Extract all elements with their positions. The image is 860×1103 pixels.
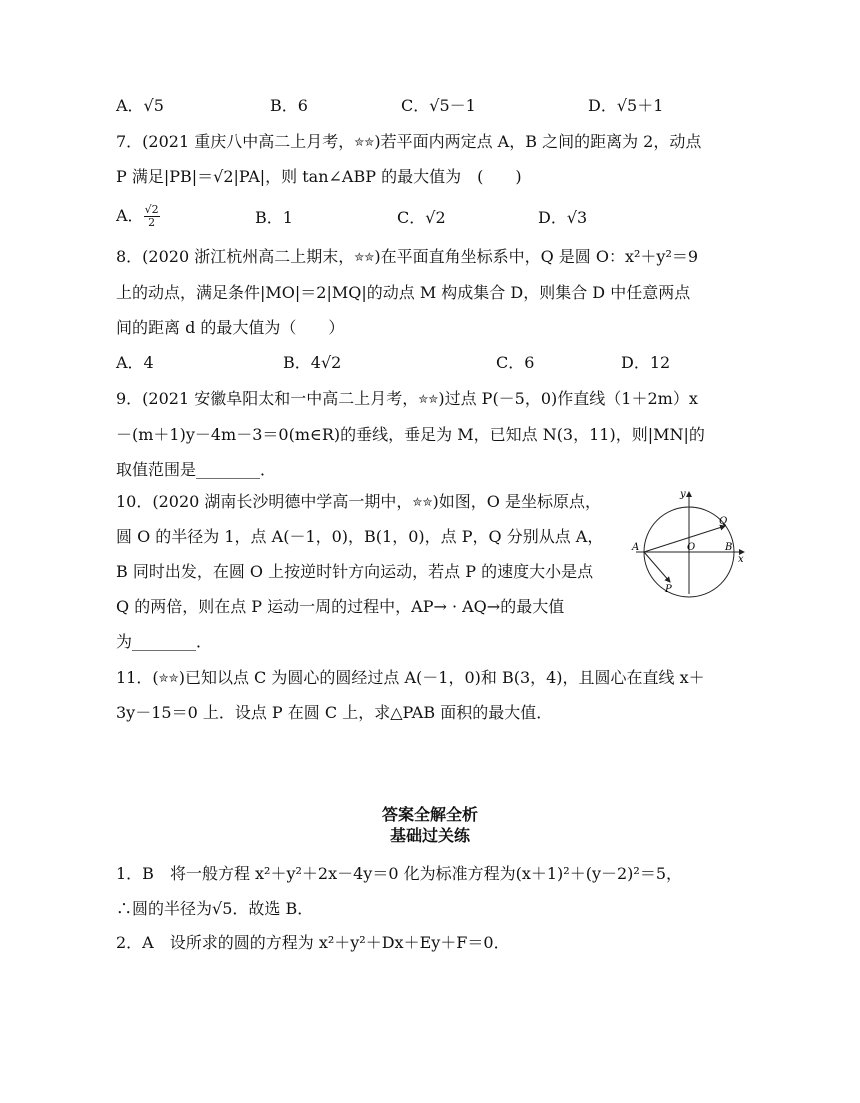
q8-option-c: C．6 — [496, 353, 535, 372]
label-q: Q — [719, 516, 728, 527]
answers-heading: 答案全解全析 — [381, 805, 478, 824]
q8-line2: 上的动点，满足条件|MO|＝2|MQ|的动点 M 构成集合 D，则集合 D 中任意两点 — [116, 283, 691, 302]
q7-line1: 7．(2021 重庆八中高二上月考，✮✮)若平面内两定点 A，B 之间的距离为 2，动点 — [116, 132, 702, 151]
q6-option-a: A．√5 — [116, 96, 164, 115]
answer-1-line2: ∴圆的半径为√5．故选 B． — [116, 899, 314, 918]
difficulty-stars-icon: ✮✮ — [354, 250, 375, 264]
answer-2-line1: 2．A 设所求的圆的方程为 x²＋y²＋Dx＋Ey＋F＝0． — [116, 933, 510, 952]
q7-option-c: C．√2 — [397, 208, 446, 227]
q6-option-d: D．√5＋1 — [588, 96, 664, 115]
q11-line1: 11．(✮✮)已知以点 C 为圆心的圆经过点 A(－1，0)和 B(3，4)，且圆心在直线 x＋ — [116, 668, 705, 687]
q6-option-b: B．6 — [270, 96, 308, 115]
fraction: $\frac{√2}{2}$ — [144, 203, 159, 229]
q10-line4: Q 的两倍，则在点 P 运动一周的过程中，AP→ · AQ→的最大值 — [116, 597, 565, 616]
q11-line2: 3y－15＝0 上．设点 P 在圆 C 上，求△PAB 面积的最大值． — [116, 703, 553, 722]
difficulty-stars-icon: ✮✮ — [158, 671, 179, 685]
q7-line2: P 满足|PB|＝√2|PA|，则 tan∠ABP 的最大值为 ( ) — [116, 167, 522, 186]
q8-line1: 8．(2020 浙江杭州高二上期末，✮✮)在平面直角坐标系中，Q 是圆 O：x²＋y²＝9 — [116, 247, 699, 266]
circle-figure — [630, 486, 750, 598]
label-y: y — [680, 489, 686, 500]
label-x: x — [738, 554, 744, 565]
answers-subheading: 基础过关练 — [389, 826, 470, 845]
label-p: P — [665, 584, 672, 595]
difficulty-stars-icon: ✮✮ — [418, 392, 439, 406]
q6-option-c: C．√5－1 — [401, 96, 476, 115]
q9-line2: －(m＋1)y－4m－3＝0(m∈R)的垂线，垂足为 M，已知点 N(3，11)，则|MN|的 — [116, 425, 705, 444]
vector-aq — [644, 526, 725, 552]
answer-1-line1: 1．B 将一般方程 x²＋y²＋2x－4y＝0 化为标准方程为(x＋1)²＋(y－2)²＝5， — [116, 864, 683, 883]
q10-line1: 10．(2020 湖南长沙明德中学高一期中，✮✮)如图，O 是坐标原点， — [116, 492, 601, 511]
q7-option-b: B．1 — [255, 208, 293, 227]
difficulty-stars-icon: ✮✮ — [412, 495, 433, 509]
q8-option-a: A．4 — [116, 353, 154, 372]
difficulty-stars-icon: ✮✮ — [354, 135, 375, 149]
label-o: O — [687, 542, 696, 553]
label-b: B — [725, 542, 733, 553]
q7-option-a: A． $\frac{√2}{2}$ — [116, 203, 159, 229]
vector-ap — [644, 552, 670, 582]
q8-option-d: D．12 — [621, 353, 671, 372]
label-a: A — [632, 542, 640, 553]
q10-line5: 为________． — [116, 632, 213, 651]
q8-line3: 间的距离 d 的最大值为（ ） — [116, 318, 345, 337]
q9-line1: 9．(2021 安徽阜阳太和一中高二上月考，✮✮)过点 P(－5，0)作直线（1＋2m）x — [116, 389, 698, 408]
q9-line3: 取值范围是________． — [116, 460, 277, 479]
q10-line3: B 同时出发，在圆 O 上按逆时针方向运动，若点 P 的速度大小是点 — [116, 562, 594, 581]
q8-option-b: B．4√2 — [283, 353, 342, 372]
q7-option-d: D．√3 — [538, 208, 588, 227]
q10-line2: 圆 O 的半径为 1，点 A(－1，0)，B(1，0)，点 P，Q 分别从点 A， — [116, 527, 604, 546]
